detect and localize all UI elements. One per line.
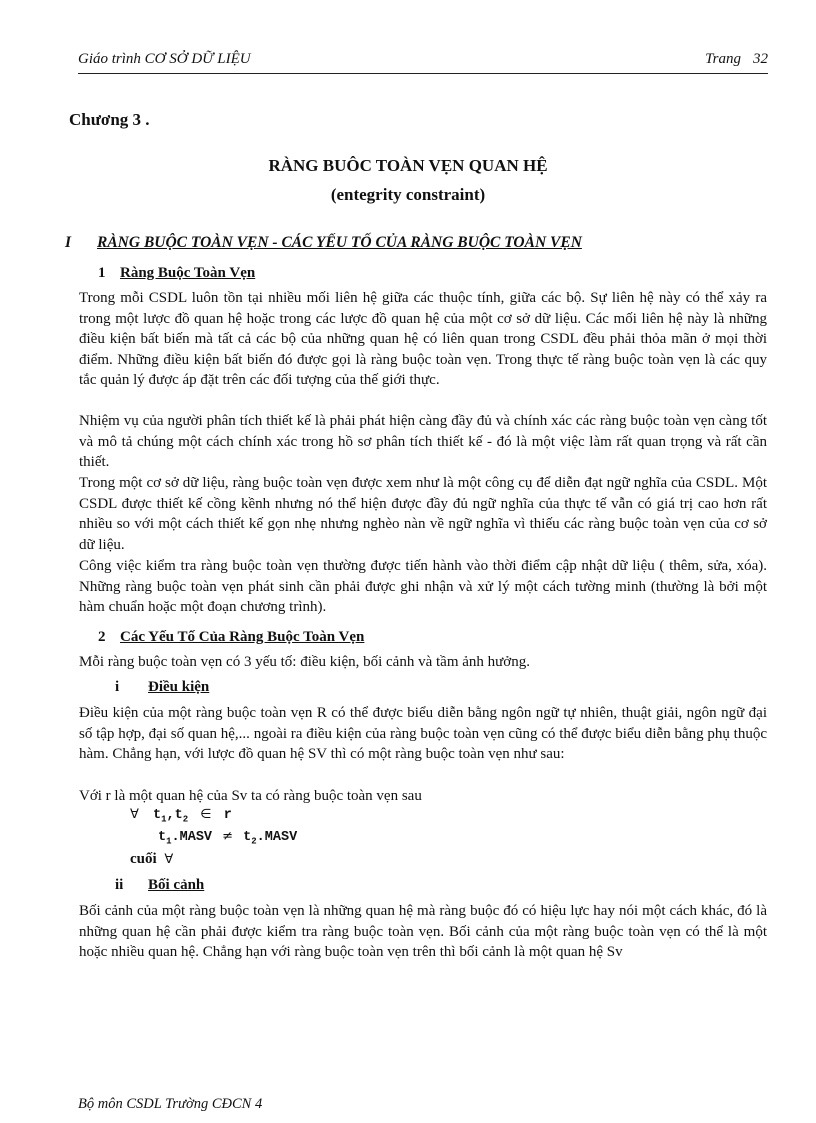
header-title: Giáo trình CƠ SỞ DỮ LIỆU [78,51,251,67]
page-title: RÀNG BUÔC TOÀN VẸN QUAN HỆ [268,156,548,175]
page-label: Trang [705,51,741,67]
formula-end: cuối ∀ [130,851,174,867]
chapter-label: Chương 3 . [69,110,150,129]
section-heading [65,234,582,252]
paragraph-1: Trong mỗi CSDL luôn tồn tại nhiều mối liên hệ giữa các thuộc tính, giữa các bộ. Sự liên hệ này có thể xảy ra trong một lược đồ quan hệ hoặc trong các lược đồ quan hệ của một cơ sở dữ liệu. Các mối liên hệ này là những điều kiện bất biến mà tất cả các bộ của những quan hệ có liên quan trong CSDL đều phải thỏa mãn ở mọi thời điểm. Những điều kiện bất biến đó được gọi là ràng buộc toàn vẹn. Trong thực tế ràng buộc toàn vẹn là các quy tắc quản lý được áp đặt trên các đối tượng của thế giới thực. [79,290,767,389]
page-subtitle: (entegrity constraint) [330,185,486,204]
subsection-i-title: Điều kiện [148,679,210,695]
subsection-ii-title: Bối cảnh [148,877,205,893]
section-number: I [65,234,72,251]
paragraph-6: Điều kiện của một ràng buộc toàn vẹn R có thể được biểu diễn bằng ngôn ngữ tự nhiên, thuật giải, ngôn ngữ đại số tập hợp, đại số quan hệ,... ngoài ra điều kiện của ràng buộc toàn vẹn cũng có thể được biểu diễn bằng phụ thuộc hàm. Chẳng hạn, với lược đồ quan hệ SV thì có một ràng buộc toàn vẹn như sau: [79,705,767,763]
page-number: 32 [753,51,768,67]
subsection-2-heading: 2 Các Yếu Tố Của Ràng Buộc Toàn Vẹn [98,629,365,645]
header-page [705,51,768,68]
section-title: RÀNG BUỘC TOÀN VẸN - CÁC YẾU TỐ CỦA RÀNG BUỘC TOÀN VẸN [97,234,582,251]
paragraph-2: Nhiệm vụ của người phân tích thiết kế là phải phát hiện càng đầy đủ và chính xác các ràng buộc toàn vẹn càng tốt và mô tả chúng một cách chính xác trong hồ sơ phân tích thiết kế - đó là một việc làm rất quan trọng và rất cần thiết. [79,413,767,471]
paragraph-8: Bối cảnh của một ràng buộc toàn vẹn là những quan hệ mà ràng buộc đó có hiệu lực hay nói một cách khác, đó là những quan hệ cần phải được kiểm tra ràng buộc toàn vẹn. Bối cảnh của một ràng buộc toàn vẹn có thể là một hoặc nhiều quan hệ. Chẳng hạn với ràng buộc toàn vẹn trên thì bối cảnh là một quan hệ Sv [79,903,767,961]
paragraph-5: Mỗi ràng buộc toàn vẹn có 3 yếu tố: điều kiện, bối cảnh và tầm ảnh hưởng. [79,654,530,670]
page-footer: Bộ môn CSDL Trường CĐCN 4 [78,1096,263,1112]
paragraph-7: Với r là một quan hệ của Sv ta có ràng buộc toàn vẹn sau [79,788,422,804]
paragraph-4: Công việc kiểm tra ràng buộc toàn vẹn thường được tiến hành vào thời điểm cập nhật dữ liệu ( thêm, sửa, xóa). Những ràng buộc toàn vẹn phát sinh cần phải được ghi nhận và xử lý một cách tường minh (thường là bởi một hàm chuẩn hoặc một đoạn chương trình). [79,558,767,616]
page-header [78,48,768,74]
subsection-ii-heading: ii Bối cảnh [115,877,205,893]
subsection-i-heading: i Điều kiện [115,679,210,695]
formula-line-1: ∀ $t_1,t_2$ ∈ r [130,807,232,825]
formula-line-2: $t_1.MASV$ ≠ $t_2.MASV$ [158,829,298,847]
subsection-1-title: Ràng Buộc Toàn Vẹn [120,265,256,281]
paragraph-3: Trong một cơ sở dữ liệu, ràng buộc toàn vẹn được xem như là một công cụ để diễn đạt ngữ nghĩa của CSDL. Một CSDL được thiết kế cồng kềnh nhưng nó thể hiện được đầy đủ ngữ nghĩa của thực tế vẫn có giá trị cao hơn rất nhiều so với một cách thiết kế gọn nhẹ nhưng nghèo nàn về ngữ nghĩa vì thiếu các ràng buộc toàn vẹn của cơ sở dữ liệu. [79,475,767,553]
subsection-2-title: Các Yếu Tố Của Ràng Buộc Toàn Vẹn [120,629,365,645]
subsection-1-heading: 1 Ràng Buộc Toàn Vẹn [98,265,256,281]
